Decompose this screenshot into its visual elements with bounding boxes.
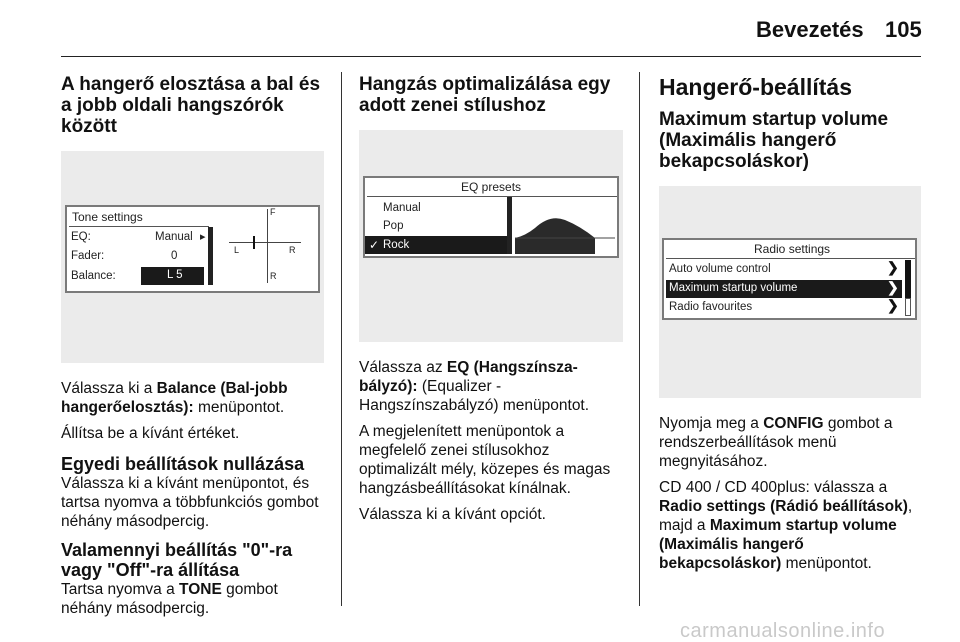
page-number: 105: [885, 17, 922, 42]
chevron-right-icon: ❯: [887, 297, 899, 313]
menu-name: EQ (Hangszínsza-bályzó):: [359, 359, 578, 395]
panel-title: Tone settings: [72, 210, 143, 224]
balance-value-highlight: [141, 267, 204, 285]
section-heading: Hangzás optimalizálása egy adott zenei stílushoz: [359, 74, 611, 116]
section-heading: Hangerő-beállítás: [659, 74, 852, 100]
eq-curve-graphic: [515, 198, 615, 254]
menu-max-startup: Maximum startup volume: [669, 282, 798, 294]
instruction-reset-all: [61, 580, 326, 618]
column-balance: [61, 74, 326, 618]
section-subheading: Maximum startup volume (Maximális hangerő bekapcsoláskor): [659, 109, 889, 172]
column-divider: [341, 72, 342, 606]
watermark: carmanualsonline.info: [680, 620, 886, 642]
column-divider: [639, 72, 640, 606]
preset-rock-highlight: [365, 236, 507, 254]
scrollbar: [507, 197, 512, 254]
radio-settings-panel: [662, 238, 917, 320]
text: gombot néhány másodpercig.: [61, 581, 278, 617]
eq-description: A megjelenített menüpontok a megfelelő zenei stílusokhoz optimalizált mély, közepes és magas hangzásbeállításokat kínálnak.: [359, 423, 611, 497]
column-eq: [359, 74, 625, 524]
balance-label: Balance:: [71, 270, 116, 282]
text: Nyomja meg a: [659, 415, 764, 432]
balance-horizontal-axis: [229, 242, 301, 243]
tone-settings-panel: [65, 205, 320, 293]
instruction-set-value: Állítsa be a kívánt értéket.: [61, 425, 240, 442]
instruction-press-config: [659, 414, 921, 471]
text: Tartsa nyomva a: [61, 581, 180, 598]
instruction-select-max-volume: [659, 478, 921, 573]
eq-presets-screenshot: [359, 130, 623, 342]
check-icon: ✓: [369, 238, 380, 252]
menu-name: Radio settings (Rádió beállítások): [659, 498, 908, 515]
fader-label: Fader:: [71, 250, 105, 262]
menu-max-startup-highlight: [666, 280, 902, 298]
front-label: F: [270, 207, 276, 217]
subheading-reset-all: Valamennyi beállítás "0"-ra vagy "Off"-ra állítása: [61, 540, 293, 580]
header-rule: [61, 56, 921, 57]
fader-value: 0: [171, 250, 178, 262]
chevron-right-icon: ▸: [200, 231, 206, 243]
instruction-select-eq: [359, 358, 625, 415]
text: CD 400 / CD 400plus: válassza a: [659, 479, 888, 496]
preset-manual: Manual: [383, 202, 421, 214]
chevron-right-icon: ❯: [887, 279, 899, 295]
right-label: R: [289, 245, 296, 255]
divider: [666, 258, 915, 259]
balance-value: L 5: [167, 269, 183, 281]
scrollbar: [208, 227, 213, 285]
text: gombot a rendszerbeállítások menü megnyitásához.: [659, 415, 893, 470]
panel-title: Radio settings: [754, 242, 831, 256]
menu-name: Maximum startup volume (Maximális hangerő bekapcsoláskor): [659, 517, 897, 572]
instruction-select-balance: [61, 379, 326, 417]
rear-label: R: [270, 271, 277, 281]
text: Válassza az: [359, 359, 447, 376]
radio-settings-screenshot: [659, 186, 921, 398]
text: Válassza ki a: [61, 380, 157, 397]
panel-title: EQ presets: [461, 180, 522, 194]
text: menüpontot.: [781, 555, 872, 572]
eq-label: EQ:: [71, 231, 91, 243]
menu-name: Balance (Bal-jobb hangerőelosztás):: [61, 380, 288, 416]
divider: [69, 226, 209, 227]
scrollbar-track: [905, 298, 911, 316]
page-header-title: Bevezetés: [756, 17, 864, 42]
left-label: L: [234, 245, 240, 255]
text: menüpontot.: [193, 399, 285, 416]
button-name: TONE: [179, 581, 222, 598]
tone-settings-screenshot: [61, 151, 324, 363]
instruction-select-option: Válassza ki a kívánt opciót.: [359, 506, 546, 523]
section-heading: A hangerő elosztása a bal és a jobb oldali hangszórók között: [61, 74, 321, 137]
subheading-reset: Egyedi beállítások nullázása: [61, 454, 305, 474]
menu-radio-favourites: Radio favourites: [669, 301, 753, 313]
menu-auto-volume: Auto volume control: [669, 263, 771, 275]
column-volume: [659, 74, 921, 573]
eq-presets-panel: [363, 176, 619, 258]
balance-marker: [253, 236, 255, 249]
text: (Equalizer - Hangszínszabályzó) menüpontot.: [359, 378, 590, 414]
divider: [367, 196, 617, 197]
scrollbar-thumb: [905, 260, 911, 298]
eq-value: Manual: [155, 231, 193, 243]
text: , majd a: [659, 498, 913, 534]
preset-rock: Rock: [383, 239, 410, 251]
instruction-reset: Válassza ki a kívánt menüpontot, és tartsa nyomva a többfunkciós gombot néhány másodpercig.: [61, 475, 319, 530]
balance-vertical-axis: [267, 209, 268, 283]
preset-pop: Pop: [383, 220, 404, 232]
button-name: CONFIG: [763, 415, 824, 432]
chevron-right-icon: ❯: [887, 259, 899, 275]
